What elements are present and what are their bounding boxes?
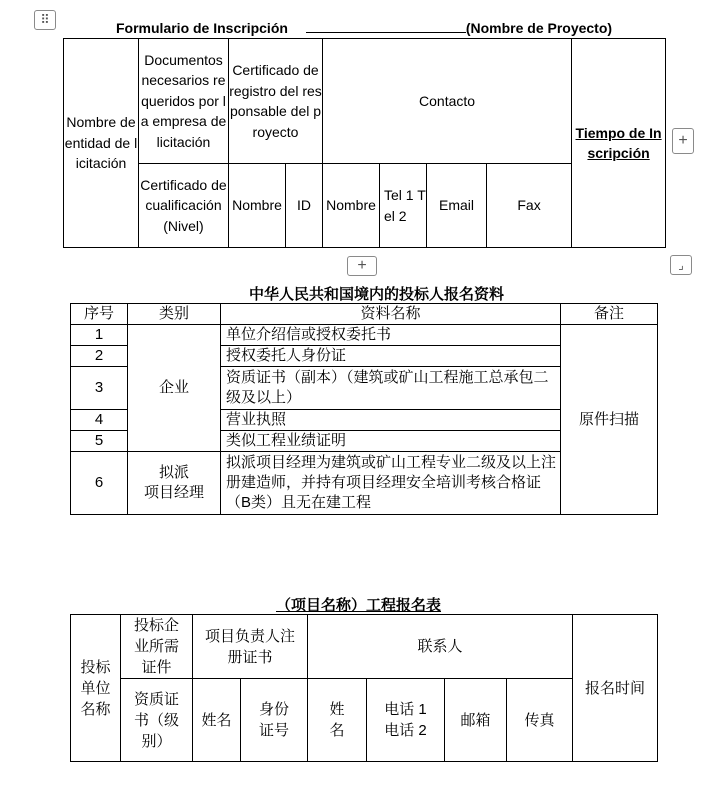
header-contact-name: Nombre xyxy=(323,164,380,248)
header-contact: Contacto xyxy=(323,39,572,164)
form1-title-left: Formulario de Inscripción xyxy=(116,20,288,36)
row-no: 3 xyxy=(71,367,128,410)
category-project-manager: 拟派 项目经理 xyxy=(128,452,221,515)
doc-name: 营业执照 xyxy=(221,410,561,431)
registration-form-table xyxy=(63,38,666,248)
header-email: 邮箱 xyxy=(445,679,507,762)
doc-name: 类似工程业绩证明 xyxy=(221,431,561,452)
project-name-blank xyxy=(306,18,466,33)
header-fax: Fax xyxy=(487,164,572,248)
table2-title: 中华人民共和国境内的投标人报名资料 xyxy=(249,286,505,303)
header-cert: 项目负责人注册证书 xyxy=(193,615,308,679)
header-qualification-cert: Certificado de cualificación (Nivel) xyxy=(139,164,229,248)
row-no: 4 xyxy=(71,410,128,431)
doc-name: 资质证书（副本）（建筑或矿山工程施工总承包二级及以上） xyxy=(221,367,561,410)
header-name: 姓名 xyxy=(193,679,241,762)
row-no: 5 xyxy=(71,431,128,452)
table-row xyxy=(71,325,658,346)
header-entity-name: Nombre de entidad de licitación xyxy=(64,39,139,248)
header-email: Email xyxy=(427,164,487,248)
add-column-button[interactable]: + xyxy=(672,128,694,154)
add-row-button[interactable]: + xyxy=(347,256,377,276)
header-registration-time: Tiempo de Inscripción xyxy=(572,39,666,248)
header-tel: Tel 1 Tel 2 xyxy=(380,164,427,248)
form1-title xyxy=(116,18,616,38)
header-id-number: 身份证号 xyxy=(241,679,308,762)
col-header-category: 类别 xyxy=(128,304,221,325)
header-fax: 传真 xyxy=(507,679,573,762)
row-no: 6 xyxy=(71,452,128,515)
header-registration-cert: Certificado de registro del responsable del proyecto xyxy=(229,39,323,164)
table-move-handle[interactable]: ⠿ xyxy=(34,10,56,30)
form1-title-right: (Nombre de Proyecto) xyxy=(465,20,613,36)
col-header-doc-name: 资料名称 xyxy=(221,304,561,325)
header-time: 报名时间 xyxy=(573,615,658,762)
header-contact-name: 姓名 xyxy=(308,679,367,762)
note-scan: 原件扫描 xyxy=(561,325,658,515)
doc-name: 单位介绍信或授权委托书 xyxy=(221,325,561,346)
doc-name: 拟派项目经理为建筑或矿山工程专业二级及以上注册建造师，并持有项目经理安全培训考核合格证（B类）且无在建工程 xyxy=(221,452,561,515)
header-required-docs: Documentos necesarios requeridos por la empresa de licitación xyxy=(139,39,229,164)
header-contact: 联系人 xyxy=(308,615,573,679)
header-unit-name: 投标单位名称 xyxy=(71,615,121,762)
header-tel: 电话 1 电话 2 xyxy=(367,679,445,762)
bidder-documents-table xyxy=(70,303,658,515)
header-docs: 投标企业所需证件 xyxy=(121,615,193,679)
registration-form-cn-table xyxy=(70,614,658,762)
form3-title: （项目名称）工程报名表 xyxy=(276,597,442,614)
header-id: ID xyxy=(286,164,323,248)
row-no: 1 xyxy=(71,325,128,346)
col-header-note: 备注 xyxy=(561,304,658,325)
col-header-no: 序号 xyxy=(71,304,128,325)
header-qualification: 资质证书（级别） xyxy=(121,679,193,762)
table-resize-handle[interactable]: ⌟ xyxy=(670,255,692,275)
header-name: Nombre xyxy=(229,164,286,248)
doc-name: 授权委托人身份证 xyxy=(221,346,561,367)
category-enterprise: 企业 xyxy=(128,325,221,452)
row-no: 2 xyxy=(71,346,128,367)
